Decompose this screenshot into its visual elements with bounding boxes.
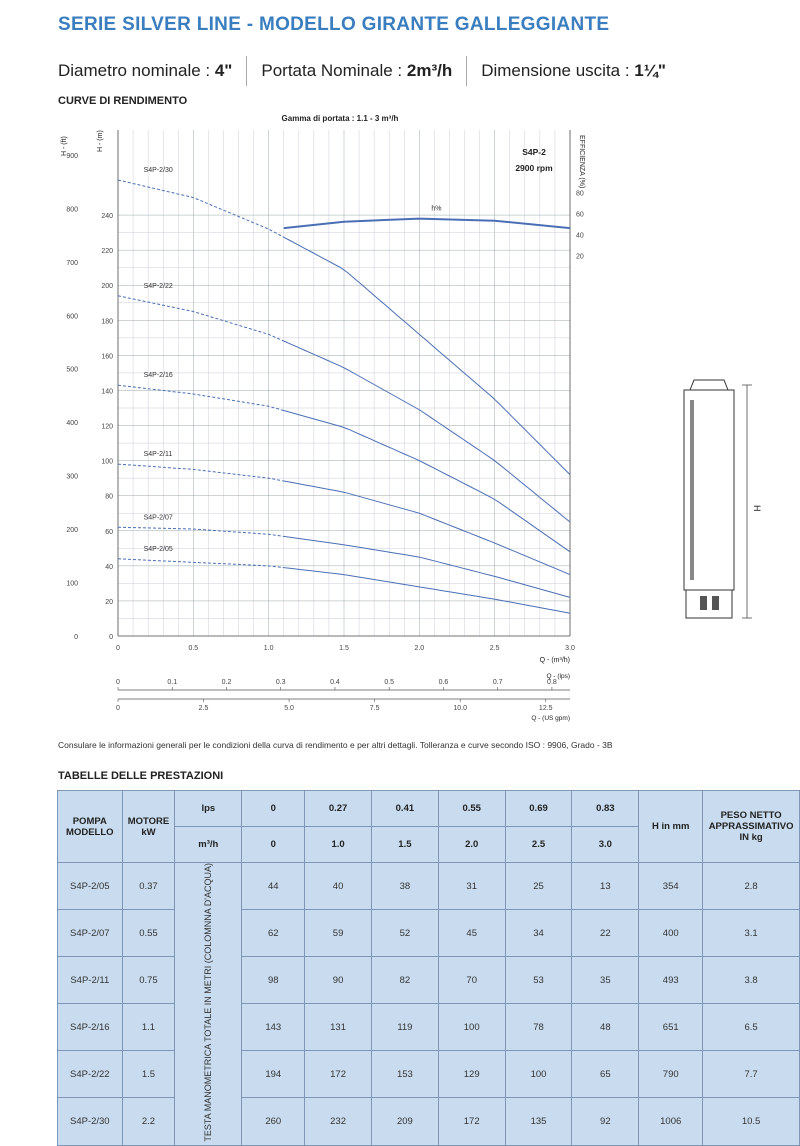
y-tick-label-ft: 900: [66, 152, 78, 160]
y-axis-label-eff: EFFICIENZA (%): [578, 135, 585, 189]
eff-tick-label: 60: [576, 211, 584, 219]
eff-tick-label: 20: [576, 253, 584, 261]
head-value: 119: [371, 1004, 438, 1051]
m3h-value: 3.0: [572, 827, 639, 863]
table-row: [58, 1098, 800, 1145]
lps-axis-label: Q - (lps): [546, 673, 570, 680]
weight-kg: 10.5: [703, 1098, 800, 1145]
pump-model: S4P-2/05: [58, 863, 123, 910]
lps-tick-label: 0.6: [438, 679, 449, 686]
spec-divider: [466, 56, 467, 86]
x-tick-label: 1.0: [263, 645, 274, 652]
chart-section-title: CURVE DI RENDIMENTO: [58, 95, 188, 107]
gpm-tick-label: 10.0: [453, 705, 468, 712]
motor-kw: 0.75: [122, 957, 175, 1004]
eff-tick-label: 80: [576, 190, 584, 198]
table-row: [58, 1004, 800, 1051]
weight-kg: 3.1: [703, 910, 800, 957]
y-tick-label-ft: 500: [66, 366, 78, 374]
head-value: 65: [572, 1051, 639, 1098]
height-mm: 354: [639, 863, 703, 910]
x-tick-label: 0: [116, 645, 120, 652]
table-row: [58, 1051, 800, 1098]
eff-tick-label: 40: [576, 232, 584, 240]
model-label: S4P-2: [522, 147, 546, 157]
head-curve-dashed: [118, 559, 284, 568]
head-value: 48: [572, 1004, 639, 1051]
pump-model: S4P-2/07: [58, 910, 123, 957]
pump-model: S4P-2/22: [58, 1051, 123, 1098]
height-mm: 1006: [639, 1098, 703, 1145]
y-tick-label-m: 0: [109, 634, 113, 641]
page-title: SERIE SILVER LINE - MODELLO GIRANTE GALLEGGIANTE: [58, 14, 610, 35]
series-label: S4P-2/11: [143, 451, 173, 459]
x-tick-label: 2.5: [489, 645, 500, 652]
lps-value: 0: [242, 791, 305, 827]
lps-tick-label: 0.4: [330, 679, 340, 686]
x-tick-label: 0.5: [188, 645, 199, 652]
y-tick-label-ft: 800: [66, 206, 78, 214]
y-tick-label-m: 20: [105, 598, 113, 606]
y-tick-label-m: 240: [101, 213, 113, 221]
spec-bar: [58, 56, 666, 86]
head-value: 172: [305, 1051, 372, 1098]
motor-kw: 0.55: [122, 910, 175, 957]
head-value: 62: [242, 910, 305, 957]
head-value: 209: [371, 1098, 438, 1145]
performance-table: [57, 790, 800, 1146]
head-value: 82: [371, 957, 438, 1004]
table-row: [58, 910, 800, 957]
y-tick-label-m: 100: [101, 458, 113, 466]
y-tick-label-m: 140: [101, 388, 113, 396]
head-value: 143: [242, 1004, 305, 1051]
y-tick-label-ft: 200: [66, 527, 78, 535]
lps-tick-label: 0.2: [221, 679, 232, 686]
lps-value: 0.27: [305, 791, 372, 827]
gpm-tick-label: 7.5: [369, 705, 380, 712]
head-value: 52: [371, 910, 438, 957]
head-value: 100: [505, 1051, 572, 1098]
head-label: TESTA MANOMETRICA TOTALE IN METRI (COLOMNNA D'ACQUA): [202, 863, 213, 1142]
y-tick-label-m: 40: [105, 563, 113, 571]
flow-spec: Portata Nominale : 2m³/h: [261, 61, 453, 80]
head-value: 129: [438, 1051, 505, 1098]
outlet-spec: Dimensione uscita : 1¼": [481, 61, 666, 80]
y-tick-label-m: 200: [101, 283, 113, 291]
dimension-label: H: [752, 505, 762, 512]
y-tick-label-ft: 300: [66, 473, 78, 481]
head-value: 22: [572, 910, 639, 957]
lps-tick-label: 0.8: [547, 679, 557, 686]
head-curve: [284, 237, 570, 474]
head-value: 98: [242, 957, 305, 1004]
y-tick-label-ft: 700: [66, 259, 78, 267]
lps-tick-label: 0.3: [275, 679, 286, 686]
y-tick-label-ft: 0: [74, 634, 78, 641]
head-value: 45: [438, 910, 505, 957]
efficiency-curve-label: h%: [431, 205, 442, 213]
head-value: 100: [438, 1004, 505, 1051]
unit-lps: lps: [175, 791, 242, 827]
table-row: [58, 957, 800, 1004]
y-axis-label-m: H - (m): [97, 130, 104, 152]
y-tick-label-m: 180: [101, 318, 113, 326]
pump-model: S4P-2/16: [58, 1004, 123, 1051]
head-value: 34: [505, 910, 572, 957]
x-axis-label: Q - (m³/h): [539, 657, 570, 664]
head-value: 13: [572, 863, 639, 910]
weight-kg: 6.5: [703, 1004, 800, 1051]
table-row: [58, 863, 800, 910]
head-value: 35: [572, 957, 639, 1004]
head-value: 172: [438, 1098, 505, 1145]
lps-value: 0.55: [438, 791, 505, 827]
weight-kg: 7.7: [703, 1051, 800, 1098]
head-value: 44: [242, 863, 305, 910]
lps-tick-label: 0.7: [492, 679, 503, 686]
head-curve-dashed: [118, 527, 284, 536]
series-label: S4P-2/05: [143, 545, 173, 553]
performance-chart: [0, 100, 800, 730]
note-text: Consulare le informazioni generali per le condizioni della curva di rendimento e per altri dettagli. Tolleranza e curve secondo ISO : 9906, Grado - 3B: [58, 740, 613, 750]
m3h-value: 1.0: [305, 827, 372, 863]
pump-outlet: [690, 380, 728, 390]
head-value: 153: [371, 1051, 438, 1098]
head-value: 194: [242, 1051, 305, 1098]
rpm-label: 2900 rpm: [515, 163, 553, 173]
head-value: 131: [305, 1004, 372, 1051]
head-value: 38: [371, 863, 438, 910]
head-value: 25: [505, 863, 572, 910]
height-mm: 493: [639, 957, 703, 1004]
head-value: 90: [305, 957, 372, 1004]
height-mm: 400: [639, 910, 703, 957]
gpm-tick-label: 5.0: [284, 705, 294, 712]
head-curve-dashed: [118, 385, 284, 410]
series-label: S4P-2/16: [143, 372, 173, 380]
m3h-value: 2.5: [505, 827, 572, 863]
y-tick-label-m: 80: [105, 493, 113, 501]
head-value: 40: [305, 863, 372, 910]
motor-kw: 2.2: [122, 1098, 175, 1145]
gpm-tick-label: 12.5: [538, 705, 553, 712]
lps-value: 0.69: [505, 791, 572, 827]
height-mm: 651: [639, 1004, 703, 1051]
m3h-value: 2.0: [438, 827, 505, 863]
head-value: 232: [305, 1098, 372, 1145]
height-mm: 790: [639, 1051, 703, 1098]
m3h-value: 1.5: [371, 827, 438, 863]
chart-title: Gamma di portata : 1.1 - 3 m³/h: [281, 114, 399, 123]
head-curve: [284, 568, 570, 614]
table-section-title: TABELLE DELLE PRESTAZIONI: [58, 770, 224, 782]
motor-kw: 0.37: [122, 863, 175, 910]
head-value: 31: [438, 863, 505, 910]
pump-cable-guard: [690, 400, 694, 580]
y-tick-label-m: 160: [101, 353, 113, 361]
efficiency-curve: [284, 219, 570, 229]
diameter-spec: Diametro nominale : 4": [58, 61, 233, 80]
pump-inlet-slot: [700, 596, 707, 610]
lps-tick-label: 0.1: [167, 679, 178, 686]
col-weight-header: PESO NETTO APPRASSIMATIVO IN kg: [703, 791, 800, 863]
x-tick-label: 2.0: [414, 645, 425, 652]
head-value: 70: [438, 957, 505, 1004]
weight-kg: 3.8: [703, 957, 800, 1004]
y-axis-label-ft: H - (ft): [61, 136, 68, 156]
lps-value: 0.41: [371, 791, 438, 827]
gpm-tick-label: 2.5: [198, 705, 209, 712]
y-tick-label-ft: 100: [66, 580, 78, 588]
y-tick-label-m: 220: [101, 248, 113, 256]
table-header-row: [58, 791, 800, 827]
head-value: 53: [505, 957, 572, 1004]
pump-model: S4P-2/30: [58, 1098, 123, 1145]
pump-inlet: [686, 590, 732, 618]
motor-kw: 1.5: [122, 1051, 175, 1098]
x-tick-label: 1.5: [339, 645, 349, 652]
series-label: S4P-2/07: [143, 514, 173, 522]
pump-inlet-slot: [712, 596, 719, 610]
series-label: S4P-2/30: [143, 167, 173, 174]
col-h-header: H in mm: [639, 791, 703, 863]
y-tick-label-m: 120: [101, 423, 113, 431]
head-value: 260: [242, 1098, 305, 1145]
spec-divider: [246, 56, 247, 86]
unit-m3h: m³/h: [175, 827, 242, 863]
col-motor-header: MOTORE kW: [122, 791, 175, 863]
x-tick-label: 3.0: [565, 645, 575, 652]
head-value: 135: [505, 1098, 572, 1145]
pump-model: S4P-2/11: [58, 957, 123, 1004]
head-value: 59: [305, 910, 372, 957]
head-curve-dashed: [118, 180, 284, 237]
head-value: 92: [572, 1098, 639, 1145]
lps-tick-label: 0: [116, 679, 120, 686]
head-curve: [284, 481, 570, 575]
y-tick-label-ft: 400: [66, 420, 78, 428]
col-pump-header: POMPA MODELLO: [58, 791, 123, 863]
motor-kw: 1.1: [122, 1004, 175, 1051]
y-tick-label-m: 60: [105, 528, 113, 536]
gpm-axis-label: Q - (US gpm): [531, 715, 570, 722]
weight-kg: 2.8: [703, 863, 800, 910]
head-curve-dashed: [118, 464, 284, 481]
m3h-value: 0: [242, 827, 305, 863]
y-tick-label-ft: 600: [66, 313, 78, 321]
series-label: S4P-2/22: [143, 282, 173, 290]
lps-tick-label: 0.5: [384, 679, 395, 686]
gpm-tick-label: 0: [116, 705, 120, 712]
lps-value: 0.83: [572, 791, 639, 827]
head-value: 78: [505, 1004, 572, 1051]
